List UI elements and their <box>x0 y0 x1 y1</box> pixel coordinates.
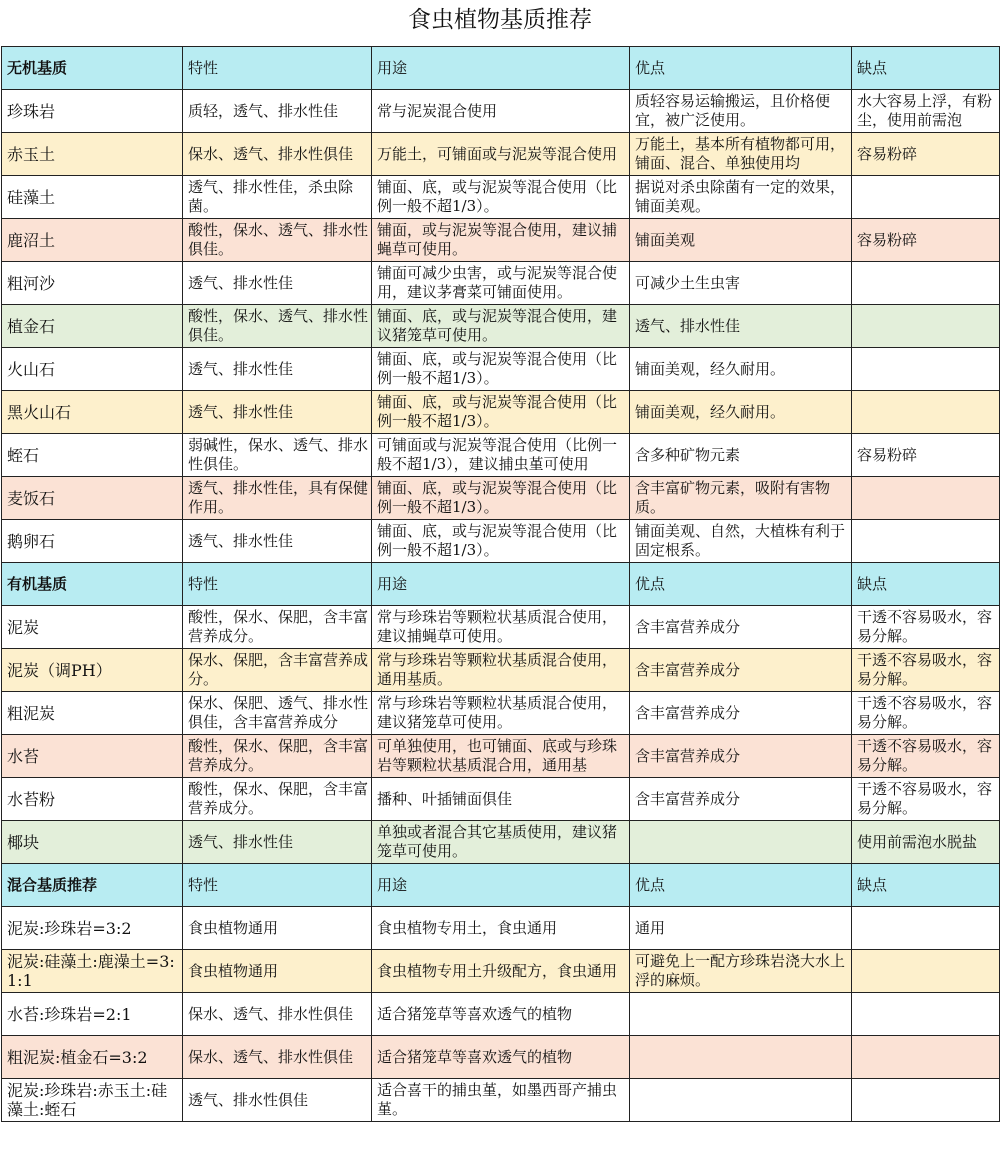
cell-property: 保水、保肥、透气、排水性俱佳，含丰富营养成分 <box>183 692 372 735</box>
cell-name: 赤玉土 <box>2 133 183 176</box>
table-row <box>2 649 1000 692</box>
cell-property: 酸性，保水、透气、排水性俱佳。 <box>183 305 372 348</box>
column-header-disadvantage: 缺点 <box>852 864 1000 907</box>
cell-property: 保水、透气、排水性俱佳 <box>183 133 372 176</box>
cell-usage: 食虫植物专用土，食虫通用 <box>372 907 630 950</box>
cell-disadvantage <box>852 1036 1000 1079</box>
column-header-usage: 用途 <box>372 864 630 907</box>
cell-property: 酸性，保水、透气、排水性俱佳。 <box>183 219 372 262</box>
cell-property: 保水、透气、排水性俱佳 <box>183 993 372 1036</box>
cell-usage: 常与珍珠岩等颗粒状基质混合使用，建议猪笼草可使用。 <box>372 692 630 735</box>
cell-disadvantage: 水大容易上浮，有粉尘，使用前需泡 <box>852 90 1000 133</box>
cell-property: 酸性，保水、保肥，含丰富营养成分。 <box>183 778 372 821</box>
cell-name: 黑火山石 <box>2 391 183 434</box>
table-row <box>2 434 1000 477</box>
table-row <box>2 1036 1000 1079</box>
cell-property: 食虫植物通用 <box>183 950 372 993</box>
cell-usage: 铺面、底，或与泥炭等混合使用（比例一般不超1/3）。 <box>372 520 630 563</box>
cell-disadvantage: 容易粉碎 <box>852 133 1000 176</box>
cell-advantage: 铺面美观，经久耐用。 <box>630 348 852 391</box>
cell-name: 泥炭 <box>2 606 183 649</box>
column-header-property: 特性 <box>183 864 372 907</box>
cell-name: 火山石 <box>2 348 183 391</box>
cell-advantage: 含多种矿物元素 <box>630 434 852 477</box>
cell-advantage: 铺面美观，经久耐用。 <box>630 391 852 434</box>
section-title: 无机基质 <box>2 47 183 90</box>
cell-usage: 铺面、底，或与泥炭等混合使用（比例一般不超1/3）。 <box>372 477 630 520</box>
table-row <box>2 477 1000 520</box>
cell-advantage <box>630 1036 852 1079</box>
cell-usage: 可铺面或与泥炭等混合使用（比例一般不超1/3），建议捕虫堇可使用 <box>372 434 630 477</box>
column-header-advantage: 优点 <box>630 563 852 606</box>
section-header-row <box>2 864 1000 907</box>
cell-usage: 万能土，可铺面或与泥炭等混合使用 <box>372 133 630 176</box>
cell-disadvantage <box>852 520 1000 563</box>
column-header-advantage: 优点 <box>630 47 852 90</box>
cell-property: 透气、排水性佳，具有保健作用。 <box>183 477 372 520</box>
cell-disadvantage <box>852 477 1000 520</box>
cell-usage: 单独或者混合其它基质使用，建议猪笼草可使用。 <box>372 821 630 864</box>
column-header-property: 特性 <box>183 47 372 90</box>
table-row <box>2 692 1000 735</box>
cell-advantage: 含丰富营养成分 <box>630 692 852 735</box>
cell-disadvantage: 干透不容易吸水，容易分解。 <box>852 778 1000 821</box>
section-title: 混合基质推荐 <box>2 864 183 907</box>
cell-usage: 可单独使用，也可铺面、底或与珍珠岩等颗粒状基质混合用，通用基 <box>372 735 630 778</box>
cell-property: 透气、排水性佳 <box>183 262 372 305</box>
cell-name: 麦饭石 <box>2 477 183 520</box>
cell-advantage: 通用 <box>630 907 852 950</box>
cell-name: 水苔粉 <box>2 778 183 821</box>
cell-usage: 铺面，或与泥炭等混合使用，建议捕蝇草可使用。 <box>372 219 630 262</box>
cell-usage: 适合猪笼草等喜欢透气的植物 <box>372 1036 630 1079</box>
cell-name: 椰块 <box>2 821 183 864</box>
cell-disadvantage <box>852 348 1000 391</box>
cell-disadvantage <box>852 907 1000 950</box>
cell-usage: 适合喜干的捕虫堇，如墨西哥产捕虫堇。 <box>372 1079 630 1122</box>
table-row <box>2 305 1000 348</box>
cell-advantage <box>630 1079 852 1122</box>
table-row <box>2 219 1000 262</box>
cell-usage: 食虫植物专用土升级配方，食虫通用 <box>372 950 630 993</box>
substrate-table <box>1 46 1000 1122</box>
cell-advantage: 含丰富营养成分 <box>630 778 852 821</box>
cell-name: 水苔:珍珠岩=2:1 <box>2 993 183 1036</box>
table-row <box>2 606 1000 649</box>
cell-advantage: 铺面美观、自然，大植株有利于固定根系。 <box>630 520 852 563</box>
column-header-property: 特性 <box>183 563 372 606</box>
cell-disadvantage: 容易粉碎 <box>852 434 1000 477</box>
page-title: 食虫植物基质推荐 <box>408 7 592 33</box>
cell-name: 泥炭:硅藻土:鹿澡土=3:1:1 <box>2 950 183 993</box>
cell-property: 食虫植物通用 <box>183 907 372 950</box>
cell-name: 植金石 <box>2 305 183 348</box>
table-row <box>2 950 1000 993</box>
cell-advantage: 含丰富营养成分 <box>630 606 852 649</box>
cell-property: 透气、排水性佳，杀虫除菌。 <box>183 176 372 219</box>
table-row <box>2 778 1000 821</box>
cell-advantage <box>630 993 852 1036</box>
cell-name: 硅藻土 <box>2 176 183 219</box>
table-row <box>2 348 1000 391</box>
cell-disadvantage <box>852 950 1000 993</box>
cell-usage: 铺面、底，或与泥炭等混合使用（比例一般不超1/3）。 <box>372 348 630 391</box>
cell-disadvantage: 容易粉碎 <box>852 219 1000 262</box>
cell-usage: 适合猪笼草等喜欢透气的植物 <box>372 993 630 1036</box>
cell-disadvantage: 干透不容易吸水，容易分解。 <box>852 735 1000 778</box>
cell-disadvantage: 使用前需泡水脱盐 <box>852 821 1000 864</box>
cell-usage: 常与泥炭混合使用 <box>372 90 630 133</box>
cell-disadvantage <box>852 993 1000 1036</box>
section-title: 有机基质 <box>2 563 183 606</box>
cell-property: 透气、排水性佳 <box>183 821 372 864</box>
section-header-row <box>2 47 1000 90</box>
cell-usage: 铺面、底，或与泥炭等混合使用（比例一般不超1/3）。 <box>372 391 630 434</box>
cell-advantage: 据说对杀虫除菌有一定的效果，铺面美观。 <box>630 176 852 219</box>
table-row <box>2 262 1000 305</box>
cell-advantage: 铺面美观 <box>630 219 852 262</box>
cell-property: 透气、排水性佳 <box>183 348 372 391</box>
cell-disadvantage <box>852 262 1000 305</box>
cell-usage: 常与珍珠岩等颗粒状基质混合使用，建议捕蝇草可使用。 <box>372 606 630 649</box>
table-row <box>2 735 1000 778</box>
table-row <box>2 176 1000 219</box>
cell-property: 质轻，透气、排水性佳 <box>183 90 372 133</box>
cell-advantage: 含丰富营养成分 <box>630 735 852 778</box>
column-header-disadvantage: 缺点 <box>852 47 1000 90</box>
column-header-usage: 用途 <box>372 563 630 606</box>
cell-property: 透气、排水性佳 <box>183 520 372 563</box>
cell-name: 珍珠岩 <box>2 90 183 133</box>
cell-property: 透气、排水性俱佳 <box>183 1079 372 1122</box>
table-row <box>2 993 1000 1036</box>
cell-advantage: 可避免上一配方珍珠岩浇大水上浮的麻烦。 <box>630 950 852 993</box>
cell-usage: 铺面、底，或与泥炭等混合使用，建议猪笼草可使用。 <box>372 305 630 348</box>
cell-disadvantage <box>852 1079 1000 1122</box>
column-header-usage: 用途 <box>372 47 630 90</box>
cell-property: 透气、排水性佳 <box>183 391 372 434</box>
table-row <box>2 391 1000 434</box>
cell-advantage: 万能土，基本所有植物都可用，铺面、混合、单独使用均 <box>630 133 852 176</box>
cell-property: 保水、透气、排水性俱佳 <box>183 1036 372 1079</box>
table-row <box>2 1079 1000 1122</box>
table-row <box>2 520 1000 563</box>
cell-advantage: 含丰富营养成分 <box>630 649 852 692</box>
cell-property: 保水、保肥，含丰富营养成分。 <box>183 649 372 692</box>
section-header-row <box>2 563 1000 606</box>
cell-usage: 常与珍珠岩等颗粒状基质混合使用，通用基质。 <box>372 649 630 692</box>
cell-disadvantage <box>852 176 1000 219</box>
cell-property: 酸性，保水、保肥，含丰富营养成分。 <box>183 735 372 778</box>
cell-disadvantage <box>852 391 1000 434</box>
cell-property: 酸性，保水、保肥，含丰富营养成分。 <box>183 606 372 649</box>
cell-name: 鹿沼土 <box>2 219 183 262</box>
cell-advantage: 可减少土生虫害 <box>630 262 852 305</box>
column-header-advantage: 优点 <box>630 864 852 907</box>
cell-name: 粗河沙 <box>2 262 183 305</box>
cell-name: 水苔 <box>2 735 183 778</box>
cell-name: 泥炭（调PH） <box>2 649 183 692</box>
table-row <box>2 907 1000 950</box>
cell-advantage <box>630 821 852 864</box>
table-row <box>2 90 1000 133</box>
cell-name: 粗泥炭 <box>2 692 183 735</box>
cell-disadvantage: 干透不容易吸水，容易分解。 <box>852 606 1000 649</box>
column-header-disadvantage: 缺点 <box>852 563 1000 606</box>
cell-disadvantage <box>852 305 1000 348</box>
cell-name: 蛭石 <box>2 434 183 477</box>
table-row <box>2 133 1000 176</box>
cell-usage: 铺面、底，或与泥炭等混合使用（比例一般不超1/3）。 <box>372 176 630 219</box>
cell-disadvantage: 干透不容易吸水，容易分解。 <box>852 649 1000 692</box>
cell-advantage: 透气、排水性佳 <box>630 305 852 348</box>
cell-usage: 播种、叶插铺面俱佳 <box>372 778 630 821</box>
table-row <box>2 821 1000 864</box>
cell-name: 鹅卵石 <box>2 520 183 563</box>
cell-name: 泥炭:珍珠岩:赤玉土:硅藻土:蛭石 <box>2 1079 183 1122</box>
cell-advantage: 含丰富矿物元素，吸附有害物质。 <box>630 477 852 520</box>
cell-property: 弱碱性，保水、透气、排水性俱佳。 <box>183 434 372 477</box>
cell-name: 泥炭:珍珠岩=3:2 <box>2 907 183 950</box>
cell-usage: 铺面可减少虫害，或与泥炭等混合使用，建议茅膏菜可铺面使用。 <box>372 262 630 305</box>
cell-disadvantage: 干透不容易吸水，容易分解。 <box>852 692 1000 735</box>
cell-name: 粗泥炭:植金石=3:2 <box>2 1036 183 1079</box>
cell-advantage: 质轻容易运输搬运，且价格便宜，被广泛使用。 <box>630 90 852 133</box>
